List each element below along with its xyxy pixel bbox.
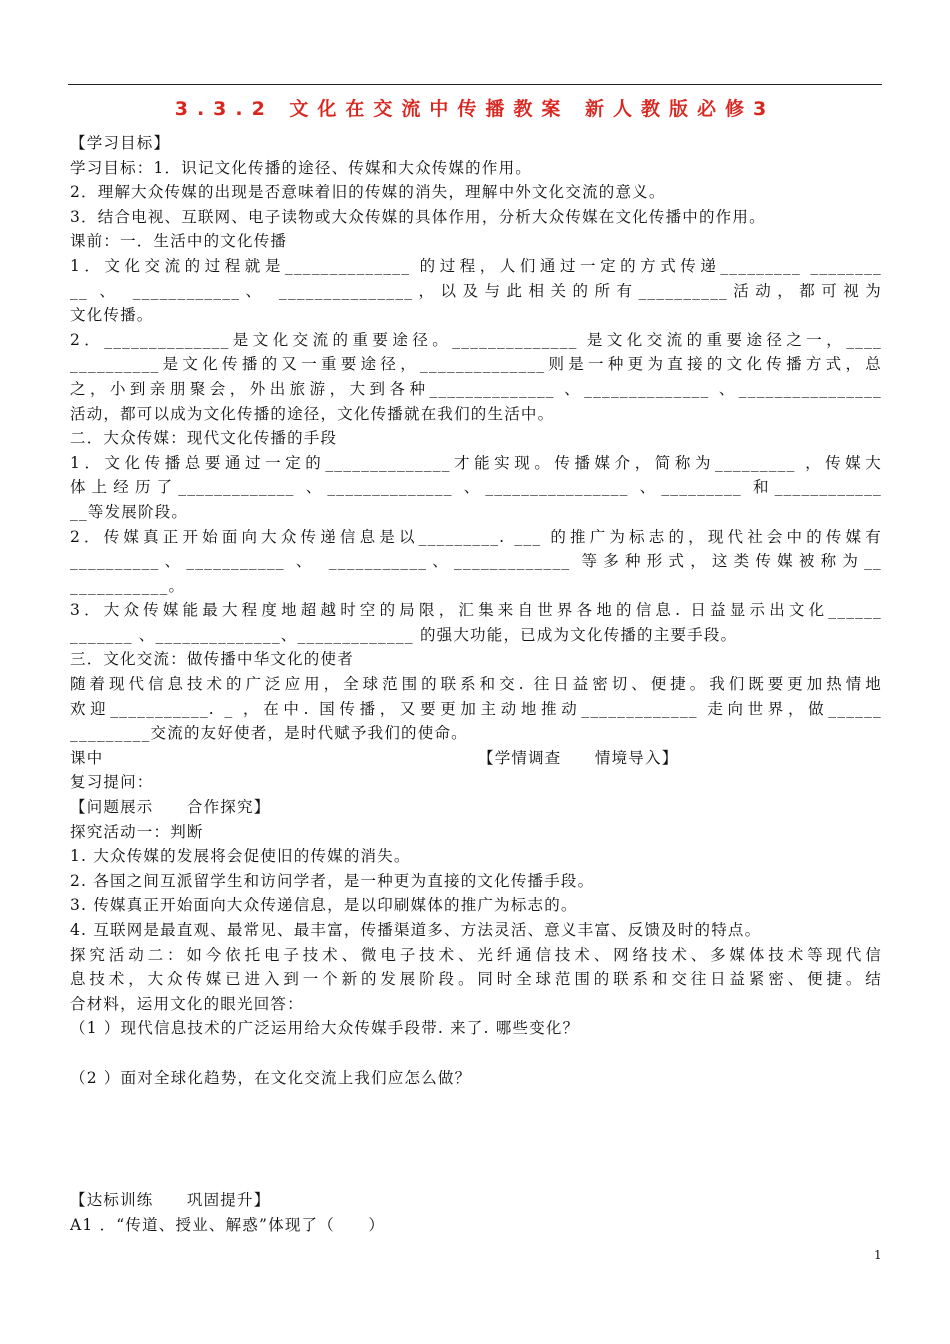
objectives-header: 【学习目标】 <box>70 134 171 152</box>
objective-1: 学习目标：1．识记文化传播的途径、传媒和大众传媒的作用。 <box>70 158 532 177</box>
review-label: 复习提问： <box>70 773 154 792</box>
inclass-section-label: 【学情调查 情境导入】 <box>478 748 679 767</box>
s2-question-1-line-c: __等发展阶段。 <box>70 502 189 521</box>
s2-question-2-line-a: 2．传媒真正开始面向大众传递信息是以_________. ___ 的推广为标志的，现代社会中的传媒有 <box>70 527 882 546</box>
s1-question-2-line-b: __________是文化传播的又一重要途径，______________则是一种更为直接的文化传播方式，总 <box>70 355 882 374</box>
section-3-heading: 三．文化交流：做传播中华文化的使者 <box>70 650 354 669</box>
top-rule <box>68 84 882 85</box>
s2-question-2-line-c: ___________。 <box>70 576 186 595</box>
s1-question-1-line-b: __ 、 ____________、 _______________，以及与此相关的所有__________活动，都可视为 <box>70 281 882 300</box>
activity-2-line-a: 探究活动二：如今依托电子技术、微电子技术、光纤通信技术、网络技术、多媒体技术等现代信 <box>70 945 882 964</box>
objective-3: 3．结合电视、互联网、电子读物或大众传媒的具体作用，分析大众传媒在文化传播中的作用。 <box>70 207 766 226</box>
activity-2-line-c: 合材料，运用文化的眼光回答： <box>70 994 304 1013</box>
s3-line-a: 随着现代信息技术的广泛应用，全球范围的联系和交. 往日益密切、便捷。我们既要更加热情地 <box>70 675 882 694</box>
question-2: （2 ）面对全球化趋势，在文化交流上我们应怎么做？ <box>70 1068 472 1087</box>
activity-2-line-b: 息技术，大众传媒已进入到一个新的发展阶段。同时全球范围的联系和交往日益紧密、便捷。结 <box>70 970 882 989</box>
s1-question-1-line-a: 1．文化交流的过程就是______________ 的过程，人们通过一定的方式传递_________ ________ <box>70 256 882 275</box>
judgement-1: 1. 大众传媒的发展将会促使旧的传媒的消失。 <box>70 847 411 866</box>
s2-question-1-line-a: 1．文化传播总要通过一定的______________才能实现。传播媒介，简称为_________ ，传媒大 <box>70 453 882 472</box>
document-body <box>70 131 882 1237</box>
preclass-heading: 课前：一．生活中的文化传播 <box>70 232 288 251</box>
s1-question-1-line-c: 文化传播。 <box>70 306 154 325</box>
section-2-heading: 二．大众传媒：现代文化传播的手段 <box>70 429 338 448</box>
s1-question-2-line-c: 之，小到亲朋聚会，外出旅游，大到各种______________ 、______________ 、________________ <box>70 379 882 398</box>
activity-1-heading: 探究活动一：判断 <box>70 822 204 841</box>
objective-2: 2．理解大众传媒的出现是否意味着旧的传媒的消失，理解中外文化交流的意义。 <box>70 183 666 202</box>
page-number: 1 <box>874 1248 882 1262</box>
judgement-2: 2. 各国之间互派留学生和访问学者，是一种更为直接的文化传播手段。 <box>70 871 595 890</box>
answer-space <box>70 1041 882 1066</box>
s1-question-2-line-a: 2．______________是文化交流的重要途径。______________ 是文化交流的重要途径之一，____ <box>70 330 882 349</box>
problem-header: 【问题展示 合作探究】 <box>70 798 271 817</box>
s2-question-3-line-b: _______ 、______________、_____________ 的强大功能，已成为文化传播的主要手段。 <box>70 625 738 644</box>
inclass-row <box>70 746 882 771</box>
s3-line-c: _________交流的友好使者，是时代赋予我们的使命。 <box>70 724 468 743</box>
page-title: 3.3.2 文化在交流中传播教案 新人教版必修3 <box>174 98 776 120</box>
s3-line-b: 欢迎___________. _ ，在中. 国传播，又要更加主动地推动_____________ 走向世界，做______ <box>70 699 882 718</box>
answer-space <box>70 1139 882 1188</box>
answer-space <box>70 1090 882 1139</box>
practice-header: 【达标训练 巩固提升】 <box>70 1191 271 1210</box>
judgement-3: 3. 传媒真正开始面向大众传递信息，是以印刷媒体的推广为标志的。 <box>70 896 578 915</box>
judgement-4: 4. 互联网是最直观、最常见、最丰富，传播渠道多、方法灵活、意义丰富、反馈及时的特点。 <box>70 921 762 939</box>
s1-question-2-line-d: 活动，都可以成为文化传播的途径，文化传播就在我们的生活中。 <box>70 404 555 423</box>
question-1: （1 ）现代信息技术的广泛运用给大众传媒手段带. 来了. 哪些变化？ <box>70 1019 580 1038</box>
practice-a1: A1 ．“传道、授业、解惑”体现了（ ） <box>70 1215 386 1234</box>
inclass-label: 课中 <box>70 748 104 767</box>
s2-question-2-line-b: __________、___________ 、 ___________、_____________ 等多种形式，这类传媒被称为__ <box>70 552 882 571</box>
s2-question-3-line-a: 3．大众传媒能最大程度地超越时空的局限，汇集来自世界各地的信息. 日益显示出文化______ <box>70 601 882 620</box>
s2-question-1-line-b: 体上经历了_____________ 、______________ 、________________ 、_________ 和____________ <box>70 478 882 497</box>
